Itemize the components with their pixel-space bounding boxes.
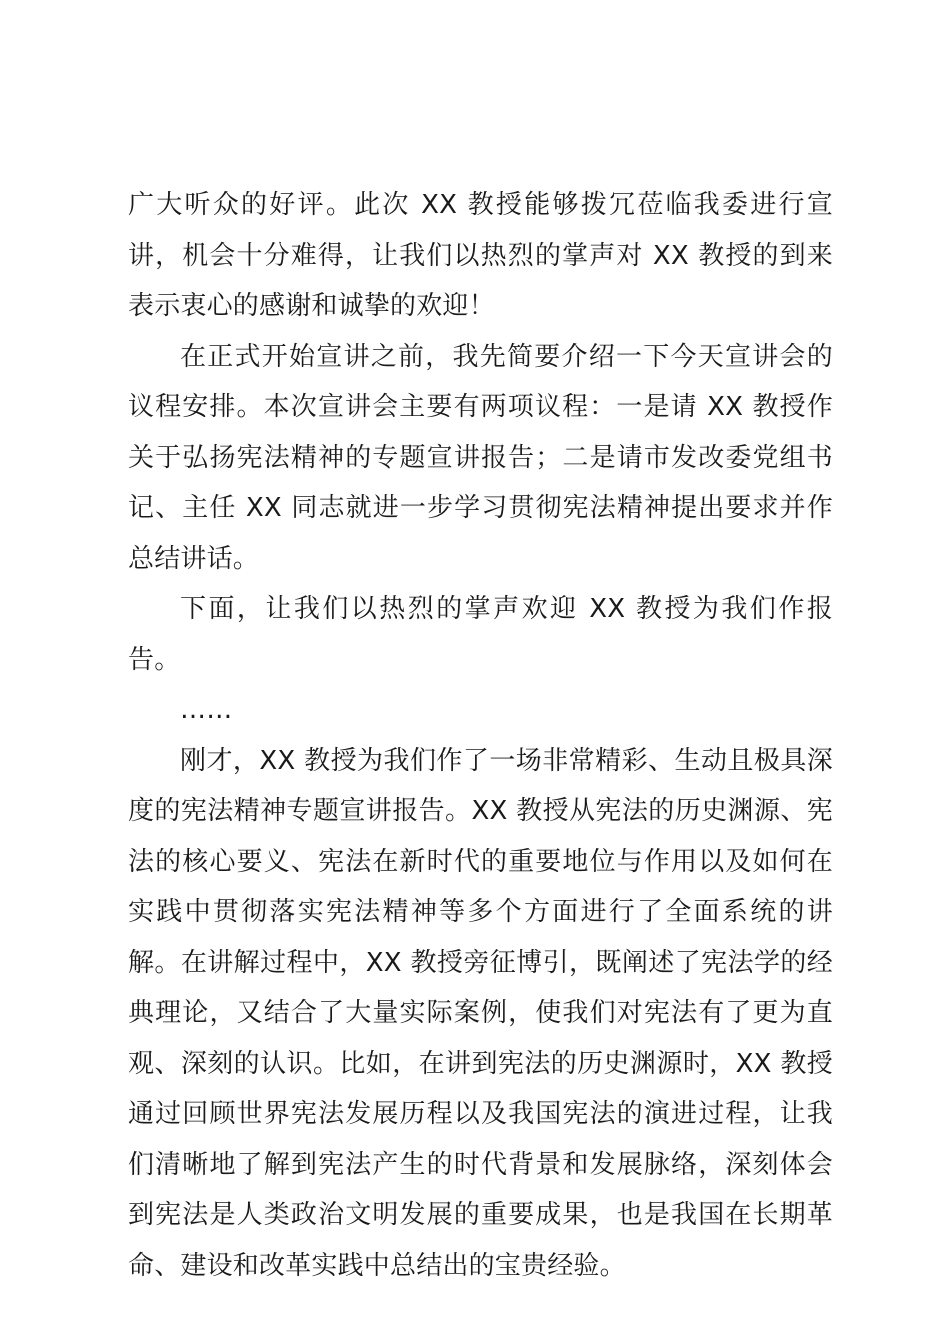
paragraph-3: 下面，让我们以热烈的掌声欢迎 XX 教授为我们作报告。 bbox=[128, 594, 833, 675]
document-body bbox=[128, 180, 833, 1291]
paragraph-2: 在正式开始宣讲之前，我先简要介绍一下今天宣讲会的议程安排。本次宣讲会主要有两项议程：一是请 XX 教授作关于弘扬宪法精神的专题宣讲报告；二是请市发改委党组书记、主任 XX 同志就进一步学习贯彻宪法精神提出要求并作总结讲话。 bbox=[128, 341, 833, 574]
paragraph-ellipsis: …… bbox=[180, 695, 233, 725]
paragraph-5: 刚才，XX 教授为我们作了一场非常精彩、生动且极具深度的宪法精神专题宣讲报告。XX 教授从宪法的历史渊源、宪法的核心要义、宪法在新时代的重要地位与作用以及如何在实践中贯彻落实宪法精神等多个方面进行了全面系统的讲解。在讲解过程中，XX 教授旁征博引，既阐述了宪法学的经典理论，又结合了大量实际案例，使我们对宪法有了更为直观、深刻的认识。比如，在讲到宪法的历史渊源时，XX 教授通过回顾世界宪法发展历程以及我国宪法的演进过程，让我们清晰地了解到宪法产生的时代背景和发展脉络，深刻体会到宪法是人类政治文明发展的重要成果，也是我国在长期革命、建设和改革实践中总结出的宝贵经验。 bbox=[128, 745, 833, 1281]
paragraph-1: 广大听众的好评。此次 XX 教授能够拨冗莅临我委进行宣讲，机会十分难得，让我们以热烈的掌声对 XX 教授的到来表示衷心的感谢和诚挚的欢迎！ bbox=[128, 190, 833, 321]
